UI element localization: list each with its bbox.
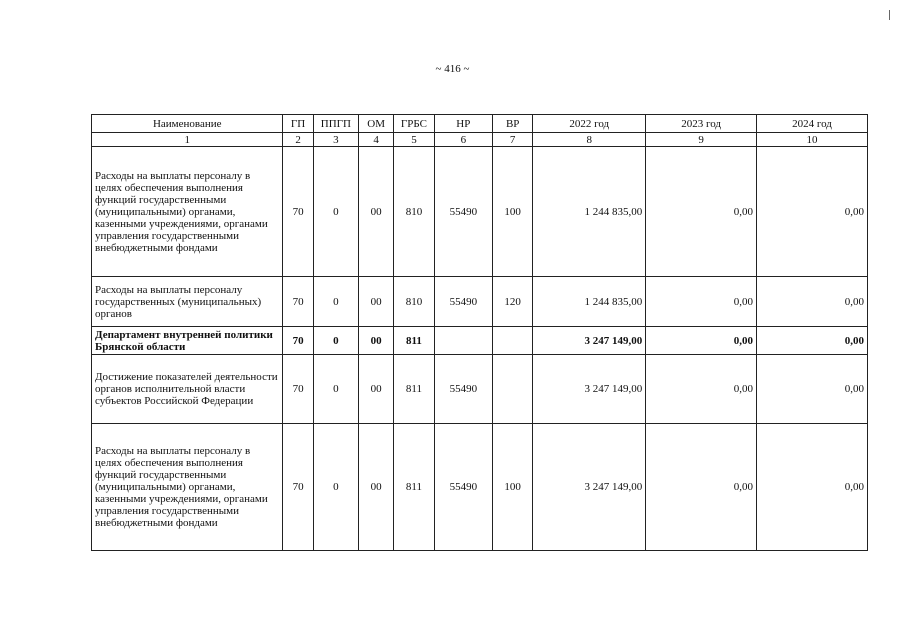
column-index: 8 xyxy=(533,133,646,147)
row-ppgp: 0 xyxy=(313,147,358,277)
row-2022: 3 247 149,00 xyxy=(533,355,646,424)
table-row xyxy=(92,424,868,551)
row-gp: 70 xyxy=(283,355,313,424)
row-2023: 0,00 xyxy=(646,147,757,277)
row-2023: 0,00 xyxy=(646,355,757,424)
row-nr: 55490 xyxy=(434,424,492,551)
row-2023: 0,00 xyxy=(646,424,757,551)
row-name: Расходы на выплаты персоналу в целях обеспечения выполнения функций государственными (муниципальными) органами, казенными учреждениями, органами управления государственными внебюджетными фондами xyxy=(92,147,283,277)
row-2022: 3 247 149,00 xyxy=(533,327,646,355)
row-ppgp: 0 xyxy=(313,327,358,355)
row-nr: 55490 xyxy=(434,277,492,327)
row-om: 00 xyxy=(359,147,394,277)
header-nr: НР xyxy=(434,115,492,133)
header-grbs: ГРБС xyxy=(394,115,434,133)
column-index-row xyxy=(92,133,868,147)
header-2022: 2022 год xyxy=(533,115,646,133)
column-index: 9 xyxy=(646,133,757,147)
row-ppgp: 0 xyxy=(313,277,358,327)
row-gp: 70 xyxy=(283,424,313,551)
row-vr: 100 xyxy=(493,147,533,277)
row-om: 00 xyxy=(359,277,394,327)
header-vr: ВР xyxy=(493,115,533,133)
column-index: 10 xyxy=(757,133,868,147)
row-gp: 70 xyxy=(283,277,313,327)
row-2024: 0,00 xyxy=(757,327,868,355)
header-2023: 2023 год xyxy=(646,115,757,133)
column-index: 2 xyxy=(283,133,313,147)
table-row xyxy=(92,355,868,424)
row-2022: 1 244 835,00 xyxy=(533,147,646,277)
table-row-department xyxy=(92,327,868,355)
row-gp: 70 xyxy=(283,147,313,277)
row-2022: 3 247 149,00 xyxy=(533,424,646,551)
row-2022: 1 244 835,00 xyxy=(533,277,646,327)
row-nr: 55490 xyxy=(434,147,492,277)
row-2024: 0,00 xyxy=(757,424,868,551)
header-name: Наименование xyxy=(92,115,283,133)
header-2024: 2024 год xyxy=(757,115,868,133)
row-ppgp: 0 xyxy=(313,355,358,424)
row-2024: 0,00 xyxy=(757,147,868,277)
row-vr: 120 xyxy=(493,277,533,327)
header-om: ОМ xyxy=(359,115,394,133)
row-vr xyxy=(493,327,533,355)
row-grbs: 810 xyxy=(394,277,434,327)
column-index: 7 xyxy=(493,133,533,147)
row-grbs: 810 xyxy=(394,147,434,277)
row-name: Расходы на выплаты персоналу государственных (муниципальных) органов xyxy=(92,277,283,327)
budget-table xyxy=(91,114,868,551)
row-ppgp: 0 xyxy=(313,424,358,551)
row-2024: 0,00 xyxy=(757,277,868,327)
row-om: 00 xyxy=(359,327,394,355)
row-nr: 55490 xyxy=(434,355,492,424)
row-grbs: 811 xyxy=(394,355,434,424)
column-index: 1 xyxy=(92,133,283,147)
column-index: 6 xyxy=(434,133,492,147)
row-nr xyxy=(434,327,492,355)
row-name: Департамент внутренней политики Брянской области xyxy=(92,327,283,355)
row-2023: 0,00 xyxy=(646,327,757,355)
row-vr: 100 xyxy=(493,424,533,551)
row-2023: 0,00 xyxy=(646,277,757,327)
row-2024: 0,00 xyxy=(757,355,868,424)
row-name: Расходы на выплаты персоналу в целях обеспечения выполнения функций государственными (муниципальными) органами, казенными учреждениями, органами управления государственными внебюджетными фондами xyxy=(92,424,283,551)
column-index: 5 xyxy=(394,133,434,147)
row-vr xyxy=(493,355,533,424)
header-ppgp: ППГП xyxy=(313,115,358,133)
header-gp: ГП xyxy=(283,115,313,133)
row-grbs: 811 xyxy=(394,327,434,355)
row-name: Достижение показателей деятельности органов исполнительной власти субъектов Российской Федерации xyxy=(92,355,283,424)
row-om: 00 xyxy=(359,355,394,424)
row-om: 00 xyxy=(359,424,394,551)
row-gp: 70 xyxy=(283,327,313,355)
column-index: 3 xyxy=(313,133,358,147)
header-row xyxy=(92,115,868,133)
table-row xyxy=(92,277,868,327)
column-index: 4 xyxy=(359,133,394,147)
row-grbs: 811 xyxy=(394,424,434,551)
page-number: ~ 416 ~ xyxy=(435,63,470,75)
page-corner-mark xyxy=(889,10,890,20)
table-row xyxy=(92,147,868,277)
